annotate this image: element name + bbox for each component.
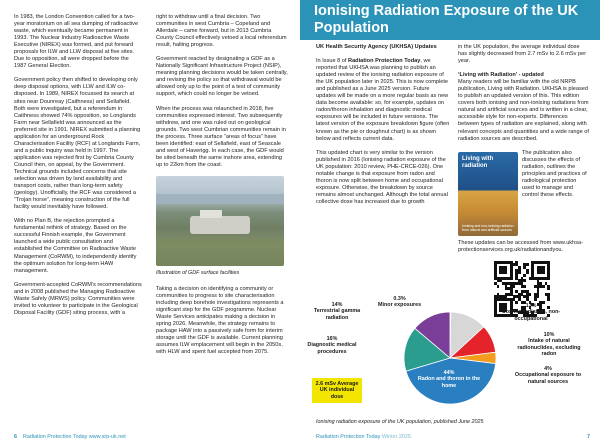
section-subhead: UK Health Security Agency (UKHSA) Updates xyxy=(316,44,437,50)
publication-description: The publication also discusses the effects of radiation, outlines the principles and practices of radiological protection used to manage and control these effects. xyxy=(522,149,587,198)
section-subhead-2: ‘Living with Radiation’ - updated xyxy=(458,72,544,79)
paragraph: When the process was relaunched in 2018, five communities expressed interest. Two subsequently withdrew, and one was ruled out on geological grounds. Two west Cumbrian communities remain in the process. Three surface “areas of focus” have been identified: east of Sellafield, east of Seascale and west of Haverigg. In each case, the GDF would be sited beneath the same inshore area, extending up to 22km from the coast. xyxy=(156,105,286,168)
average-dose-box: 2.6 mSv Average UK individual dose xyxy=(312,378,362,403)
paragraph: Government reacted by designating a GDF as a Nationally Significant Infrastructure Project (NSIP), meaning planning decisions would be taken centrally, and revising the policy so that withdrawal would be allowed only up to the point of a test of community support, which could no longer be vetoed. xyxy=(156,56,288,98)
footer-url[interactable]: www.srp-uk.net xyxy=(88,434,126,440)
image-field xyxy=(156,238,284,266)
qr-module xyxy=(542,285,545,288)
qr-module xyxy=(547,277,550,280)
paragraph: Taking a decision on identifying a community or communities to progress to site characterisation including deep borehole investigations represents a significant step for the GDF programme. Nuclear Waste Services anticipates making a decision in spring 2026. Meanwhile, the strategy remains to package HAW into a passively safe form for interim storage until the GDF is available. Current planning assumes ILW emplacement will begin in the 2050s, with HLW and spent fuel accepted from 2075. xyxy=(156,285,284,356)
paragraph: right to withdraw until a final decision. Two communities in west Cumbria – Copeland and Allerdale – came forward, but in 2013 Cumbria County Council effectively vetoed a local referendum result, halting progress. xyxy=(156,14,287,49)
qr-module xyxy=(497,285,500,288)
footer-publication: Radiation Protection Today xyxy=(316,434,381,440)
paragraph xyxy=(316,58,450,143)
article-title: Ionising Radiation Exposure of the UK Population xyxy=(314,3,579,36)
slice-label-radon-home: 44% Radon and thoron in the home xyxy=(417,370,481,389)
qr-module xyxy=(542,271,545,274)
gdf-illustration-image xyxy=(156,176,284,266)
slice-label-minor-exposures: 0.3% Minor exposures xyxy=(378,296,422,309)
paragraph: This updated chart is very similar to the version published in 2016 (Ionising radiation exposure of the UK population: 2010 review, PHE-CRCE-026). One notable change is that exposure from radon and thoron is now split between home and occupational exposure. Otherwise, the breakdown by source remains almost unchanged. Although the total annual collective dose has increased due to growth xyxy=(316,149,448,205)
qr-module xyxy=(505,271,508,274)
left-column-1 xyxy=(14,14,142,324)
slice-label-natural-radionuclides: 10% Intake of natural radionuclides, excluding radon xyxy=(517,332,581,357)
intro-publication: Radiation Protection Today xyxy=(348,58,421,65)
qr-module xyxy=(518,271,521,274)
chart-caption: Ionising radiation exposure of the UK population, published June 2025 xyxy=(316,419,484,425)
cover-subtitle: Ionising and non-ionising radiation from natural and artificial sources xyxy=(462,223,514,232)
slice-label-occupational-natural: 4% Occupational exposure to natural sources xyxy=(514,366,582,385)
right-column-2 xyxy=(458,44,590,317)
intro-text-rest: , we reported that UKHSA was planning to publish an updated review of the ionising radiation exposure of the UK population later in 2025. This is now complete and published as a June 2025 version. Future updates will be made on a more regular basis as new data become available: so, for example, updates on radon/thoron inhalation and diagnostic medical exposures will be included in future versions. The latest version of the exposure breakdown figure (often known as the pie or doughnut chart) is as shown below and reflects current data. xyxy=(316,58,450,142)
slice-label-terrestrial-gamma: 14% Terrestrial gamma radiation xyxy=(313,302,361,321)
publication-cover xyxy=(458,152,518,236)
publication-block xyxy=(458,150,590,262)
right-footer xyxy=(316,434,590,444)
intro-text: In Issue 8 of xyxy=(316,58,349,65)
qr-module xyxy=(513,285,516,288)
slice-label-diagnostic-medical: 16% Diagnostic medical procedures xyxy=(307,336,357,355)
image-sea xyxy=(156,194,284,204)
title-banner xyxy=(300,0,600,40)
qr-module xyxy=(523,279,526,282)
cover-title: Living with radiation xyxy=(462,155,494,169)
image-caption: Illustration of GDF surface facilities xyxy=(156,269,240,276)
left-footer xyxy=(14,434,126,444)
paragraph: With no Plan B, the rejection prompted a fundamental rethink of strategy. Based on the successful Finnish example, the Government launched a wide public consultation and established the Committee on Radioactive Waste Management (CoRWM), to independently identify the optimum solution for long-term HAW management. xyxy=(14,218,137,274)
footer-issue: Winter 2025 xyxy=(381,434,411,440)
page-number: 7 xyxy=(587,434,590,440)
qr-module xyxy=(510,277,513,280)
page-number: 6 xyxy=(14,434,17,440)
paragraph-link[interactable]: These updates can be accessed from www.ukhsa-protectionservices.org.uk/radiationandyou. xyxy=(458,239,583,253)
qr-module xyxy=(526,263,529,266)
paragraph: In 1983, the London Convention called for a two-year moratorium on all sea dumping of radioactive waste, which eventually became permanent in 1993. The Nuclear Industry Radioactive Waste Executive (NIREX) was formed, and put forward proposals for ILW and LLW disposal at five sites. Due to opposition, all were dropped before the 1987 General Election. xyxy=(14,14,139,70)
slice-label-cosmic: 13% Cosmic radiation, non-occupational xyxy=(501,303,561,322)
paragraph: Government-accepted CoRWM's recommendations and in 2008 published the Managing Radioactive Waste Safely (MRWS) policy. Communities were invited to volunteer to participate in the Geological Disposal Facility (GDF) siting process, with a xyxy=(14,281,142,316)
paragraph: Many readers will be familiar with the old NRPB publication, Living with Radiation. UKHSA is pleased to publish an updated version of this. This edition covers both ionising and non-ionising radiations from natural and artificial sources and is written in a clear, accessible style for non-experts. Differences between types of radiation are explained, along with relevant concepts and quantities and a wide range of radiation sources are described. xyxy=(458,79,589,142)
footer-publication: Radiation Protection Today xyxy=(23,434,88,440)
paragraph: Government policy then shifted to developing only deep disposal options, with LLW and ILW co-disposed. In 1989, NIREX focussed its search at sites near Dounreay (Caithness) and Sellafield. Both were investigated, but a referendum in Caithness showed 74% opposition, so Longlands Farm near Sellafield was announced as the preferred site in 1991. NIREX submitted a planning application for an underground Rock Characterisation Facility (RCF) at Longlands Farm, and a public inquiry was held in 1997. The application was rejected first by Cumbria County Council then, on appeal, by the Government. Technical grounds included concerns that site selection was driven by land availability and transport costs, rather than long-term safety (geology). Unofficially, the RCF was considered a “Trojan horse”, meaning construction of the full facility would inevitably have followed. xyxy=(14,77,141,211)
qr-module xyxy=(523,274,526,277)
left-column-2 xyxy=(156,14,288,363)
image-facility xyxy=(190,216,250,234)
image-building xyxy=(200,210,222,218)
qr-module xyxy=(526,271,529,274)
qr-module xyxy=(547,287,550,290)
qr-module xyxy=(523,285,526,288)
right-column-1 xyxy=(316,44,450,213)
exposure-pie-chart xyxy=(300,296,600,414)
paragraph: in the UK population, the average individual dose has slightly decreased from 2.7 mSv to 2.6 mSv per year. xyxy=(458,44,587,65)
